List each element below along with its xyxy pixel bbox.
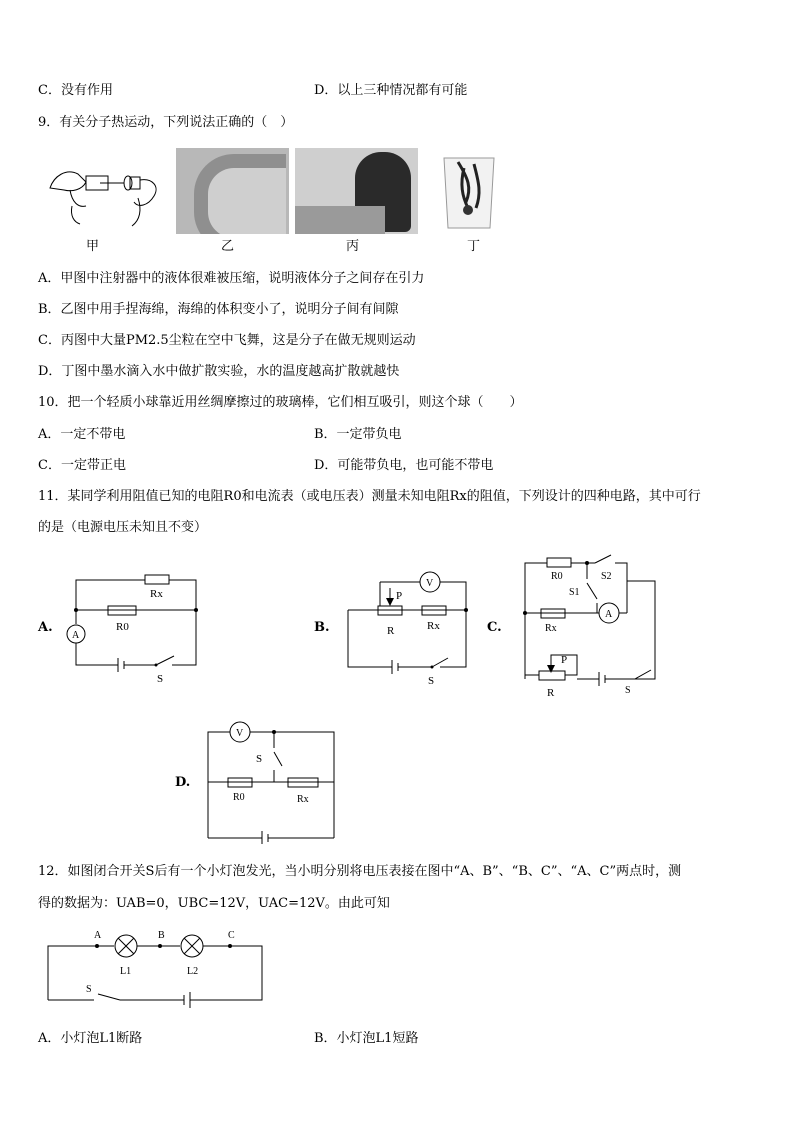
q10-option-c: C．一定带正电 <box>38 458 126 473</box>
switch-label: S <box>428 675 435 687</box>
point-b-label: B <box>158 930 165 941</box>
caption-jia: 甲 <box>86 239 100 254</box>
circuit-a <box>60 570 210 685</box>
switch-label: S <box>86 984 92 995</box>
point-a-label: A <box>94 930 102 941</box>
q9-option-d: D．丁图中墨水滴入水中做扩散实验，水的温度越高扩散就越快 <box>38 364 400 379</box>
ammeter-label: A <box>72 630 80 641</box>
lamp-l1-label: L1 <box>120 966 132 977</box>
q11-letter-b: B. <box>314 620 330 635</box>
rx-label: Rx <box>545 623 557 634</box>
ink-beaker-photo <box>438 148 500 234</box>
dust-photo <box>295 148 418 234</box>
switch-label: S <box>625 685 631 696</box>
caption-bing: 丙 <box>346 239 360 254</box>
q12-option-a: A．小灯泡L1断路 <box>38 1031 143 1046</box>
q11-stem-line2: 的是（电源电压未知且不变） <box>38 520 208 535</box>
rheostat-label: R <box>547 687 555 699</box>
caption-ding: 丁 <box>467 239 481 254</box>
q10-option-b: B．一定带负电 <box>314 427 402 442</box>
switch-s1-label: S1 <box>569 587 580 598</box>
ammeter-label: A <box>605 609 613 620</box>
q9-option-c: C．丙图中大量PM2.5尘粒在空中飞舞，这是分子在做无规则运动 <box>38 333 416 348</box>
q10-stem: 10．把一个轻质小球靠近用丝绸摩擦过的玻璃棒，它们相互吸引，则这个球（ ） <box>38 395 523 410</box>
switch-s2-label: S2 <box>601 571 612 582</box>
r0-label: R0 <box>233 792 245 803</box>
q8-option-d: D．以上三种情况都有可能 <box>314 83 468 98</box>
r0-label: R0 <box>551 571 563 582</box>
syringe-figure <box>42 150 164 236</box>
circuit-d <box>200 712 345 844</box>
q10-option-d: D．可能带负电，也可能不带电 <box>314 458 494 473</box>
q8-option-c: C．没有作用 <box>38 83 113 98</box>
q9-stem: 9．有关分子热运动，下列说法正确的（ ） <box>38 115 294 130</box>
circuit-q12 <box>40 924 270 1012</box>
sponge-photo <box>176 148 289 234</box>
rx-label: Rx <box>150 588 163 600</box>
circuit-b <box>340 568 475 688</box>
rx-label: Rx <box>297 794 309 805</box>
slider-p-label: P <box>561 654 568 666</box>
switch-label: S <box>157 673 164 685</box>
q9-option-a: A．甲图中注射器中的液体很难被压缩，说明液体分子之间存在引力 <box>38 271 425 286</box>
q9-option-b: B．乙图中用手捏海绵，海绵的体积变小了，说明分子间有间隙 <box>38 302 399 317</box>
q12-stem-line2: 得的数据为：UAB=0，UBC=12V，UAC=12V。由此可知 <box>38 896 390 911</box>
point-c-label: C <box>228 930 235 941</box>
caption-yi: 乙 <box>221 239 235 254</box>
voltmeter-label: V <box>236 728 244 739</box>
q11-letter-c: C. <box>487 620 502 635</box>
rheostat-label: R <box>387 625 395 637</box>
q11-letter-a: A. <box>38 620 53 635</box>
q11-letter-d: D. <box>175 775 191 790</box>
slider-p-label: P <box>396 590 403 602</box>
q12-option-b: B．小灯泡L1短路 <box>314 1031 419 1046</box>
lamp-l2-label: L2 <box>187 966 199 977</box>
switch-label: S <box>256 753 263 765</box>
q11-stem-line1: 11．某同学利用阻值已知的电阻R0和电流表（或电压表）测量未知电阻Rx的阻值，下列设计的四种电路，其中可行 <box>38 489 701 504</box>
voltmeter-label: V <box>426 578 434 589</box>
circuit-c <box>515 553 665 703</box>
rx-label: Rx <box>427 620 440 632</box>
r0-label: R0 <box>116 621 129 633</box>
q10-option-a: A．一定不带电 <box>38 427 126 442</box>
q12-stem-line1: 12．如图闭合开关S后有一个小灯泡发光，当小明分别将电压表接在图中“A、B”、“B、C”、“A、C”两点时，测 <box>38 864 682 879</box>
